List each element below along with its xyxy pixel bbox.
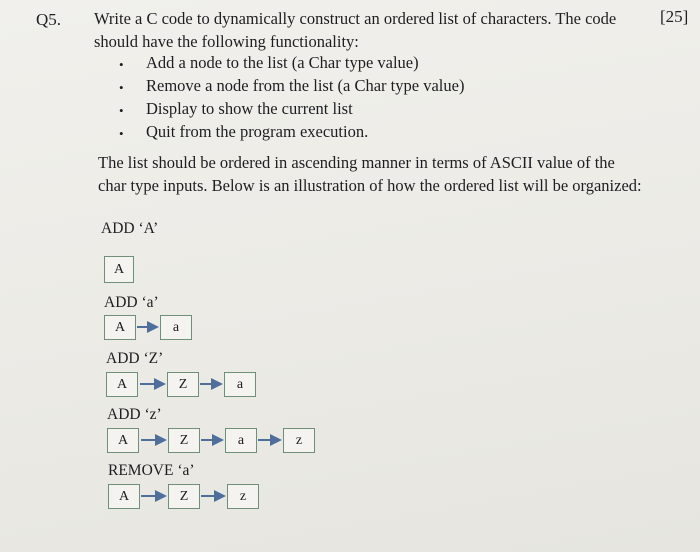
- bullet-2-dot: •: [119, 80, 124, 95]
- bullet-4: Quit from the program execution.: [146, 122, 369, 141]
- paragraph-line-2: char type inputs. Below is an illustration of how the ordered list will be organized:: [98, 176, 642, 195]
- step-4-node-1: A: [107, 428, 139, 453]
- intro-line-2: should have the following functionality:: [94, 32, 359, 51]
- step-5-node-3: z: [227, 484, 259, 509]
- step-4-node-3: a: [225, 428, 257, 453]
- step-5-node-1: A: [108, 484, 140, 509]
- step-2-label: ADD ‘a’: [104, 294, 159, 311]
- bullet-3: Display to show the current list: [146, 99, 353, 118]
- step-2-node-1: A: [104, 315, 136, 340]
- bullet-3-dot: •: [119, 103, 124, 118]
- marks-label: [25]: [660, 7, 689, 26]
- question-number: Q5.: [36, 10, 62, 29]
- step-5-label: REMOVE ‘a’: [108, 462, 195, 479]
- step-1-node-1: A: [104, 256, 134, 283]
- step-3-node-2: Z: [167, 372, 199, 397]
- bullet-2: Remove a node from the list (a Char type value): [146, 76, 465, 95]
- step-3-label: ADD ‘Z’: [106, 350, 164, 367]
- paragraph-line-1: The list should be ordered in ascending manner in terms of ASCII value of the: [98, 153, 615, 172]
- step-5-node-2: Z: [168, 484, 200, 509]
- step-1-label: ADD ‘A’: [101, 220, 159, 237]
- step-2-node-2: a: [160, 315, 192, 340]
- bullet-1-dot: •: [119, 57, 124, 72]
- step-4-node-4: z: [283, 428, 315, 453]
- step-3-node-1: A: [106, 372, 138, 397]
- intro-line-1: Write a C code to dynamically construct an ordered list of characters. The code: [94, 9, 617, 28]
- step-4-label: ADD ‘z’: [107, 406, 162, 423]
- step-3-node-3: a: [224, 372, 256, 397]
- bullet-1: Add a node to the list (a Char type value): [146, 53, 419, 72]
- step-4-node-2: Z: [168, 428, 200, 453]
- bullet-4-dot: •: [119, 126, 124, 141]
